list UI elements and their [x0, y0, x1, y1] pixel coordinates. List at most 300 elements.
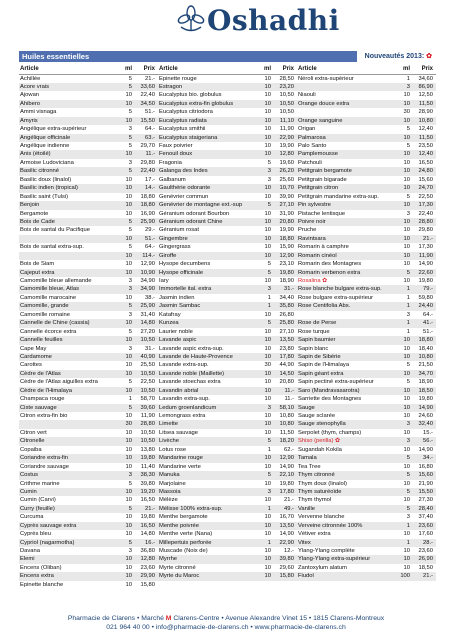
product-volume: 10	[264, 75, 271, 82]
product-price: 15,80	[140, 581, 155, 588]
product-row	[297, 235, 436, 243]
product-price: 18,90	[418, 379, 433, 386]
product-row	[297, 496, 436, 504]
product-volume: 5	[267, 438, 271, 445]
product-name: Cape May	[20, 345, 47, 352]
product-row	[19, 243, 158, 251]
product-row	[297, 269, 436, 277]
product-name: Coriandre extra-fin	[20, 455, 69, 462]
product-price: 28.-	[423, 539, 433, 546]
product-name: Thym citronné	[298, 472, 335, 479]
product-volume: 10	[125, 261, 132, 268]
product-row	[19, 353, 158, 361]
product-price: 10,90	[140, 269, 155, 276]
product-row	[297, 420, 436, 428]
product-row	[19, 513, 158, 521]
product-name: Lavandin extra-sup.	[159, 396, 210, 403]
product-name: Cèdre de l'Atlas aiguilles extra	[20, 379, 98, 386]
product-row	[297, 404, 436, 412]
product-volume: 10	[264, 379, 271, 386]
product-volume: 1	[267, 505, 271, 512]
product-volume: 3	[128, 472, 132, 479]
product-row	[297, 387, 436, 395]
price-column-1	[19, 65, 158, 589]
product-volume: 10	[264, 252, 271, 259]
product-volume: 10	[403, 413, 410, 419]
product-row	[297, 395, 436, 403]
product-price: 17,60	[418, 531, 433, 538]
product-row	[19, 117, 158, 125]
product-row	[158, 370, 297, 378]
product-row	[297, 243, 436, 251]
product-name: Hysope officinale	[159, 269, 204, 276]
product-volume: 10	[264, 463, 271, 470]
product-volume: 5	[128, 303, 132, 310]
product-name: Immortelle ital. extra	[159, 286, 212, 293]
product-volume: 10	[264, 387, 271, 394]
product-row	[297, 150, 436, 158]
product-name: Gingergrass	[159, 244, 191, 251]
product-name: Lavande noble (Maillette)	[159, 370, 225, 377]
product-volume: 10	[403, 185, 410, 192]
product-price: 58,10	[279, 404, 294, 411]
product-row	[158, 420, 297, 428]
product-row	[19, 193, 158, 201]
product-price: 29,80	[418, 227, 433, 234]
product-row	[19, 260, 158, 268]
product-price: 17,30	[418, 202, 433, 209]
product-volume: 3	[128, 278, 132, 284]
product-price: 26,80	[279, 311, 294, 318]
product-volume: 10	[264, 531, 271, 538]
product-price: 21.-	[423, 573, 433, 580]
product-row	[297, 454, 436, 462]
product-row	[158, 530, 297, 538]
product-row	[158, 463, 297, 471]
product-volume: 10	[125, 362, 132, 369]
product-name: Sugandah Kokila	[298, 446, 342, 453]
product-price: 16,50	[140, 522, 155, 529]
product-price: 17,80	[279, 353, 294, 360]
product-volume: 3	[267, 286, 271, 293]
product-price: 25,90	[140, 218, 155, 225]
product-volume: 10	[264, 311, 271, 318]
product-price: 14,80	[140, 531, 155, 538]
product-row	[19, 108, 158, 116]
product-name: Lavande extra-sup.	[159, 362, 209, 369]
product-price: 32,40	[418, 421, 433, 428]
product-row	[158, 328, 297, 336]
product-name: Eucalyptus citriodora	[159, 109, 213, 116]
product-row	[158, 496, 297, 504]
product-price: 51.-	[423, 328, 433, 335]
product-name: Amyris	[20, 117, 38, 124]
product-row	[19, 547, 158, 555]
product-price: 34,70	[418, 370, 433, 377]
product-price: 12,40	[418, 151, 433, 158]
product-name: Litsea sauvage	[159, 429, 198, 436]
product-name: Iary	[159, 278, 169, 284]
product-row	[158, 210, 297, 218]
product-volume: 10	[264, 117, 271, 124]
product-row	[19, 522, 158, 530]
product-name: Cannelle de Chine (cassia)	[20, 320, 90, 327]
product-row	[19, 134, 158, 142]
product-name: Sarriette des Montagnes	[298, 396, 362, 403]
product-price: 59,80	[418, 294, 433, 301]
product-volume: 5	[128, 227, 132, 234]
product-volume: 10	[264, 396, 271, 403]
product-name: Petitgrain bergamote	[298, 168, 352, 175]
product-name: Ylang-Ylang complète	[298, 548, 355, 554]
product-name: Galanga des Indes	[159, 168, 208, 175]
product-volume: 10	[403, 100, 410, 107]
product-price: 31.-	[284, 286, 294, 293]
product-price: 21.-	[145, 505, 155, 512]
product-row	[19, 294, 158, 302]
product-volume: 10	[264, 278, 271, 284]
product-price: 25,80	[279, 320, 294, 327]
product-volume: 10	[264, 480, 271, 487]
product-row	[19, 572, 158, 580]
product-name: Sapin de l'Himalaya	[298, 362, 350, 369]
product-row	[297, 277, 436, 285]
product-price: 63.-	[145, 134, 155, 141]
product-volume: 5	[406, 472, 410, 479]
product-row	[19, 277, 158, 285]
product-volume: 5	[406, 269, 410, 276]
product-volume: 1	[406, 303, 410, 310]
product-price: 14,90	[279, 463, 294, 470]
product-name: Lavande aspic extra-sup.	[159, 345, 224, 352]
product-name: Faux poivrier	[159, 143, 193, 149]
product-name: Genévrier commun	[159, 193, 209, 200]
product-price: 27,10	[279, 202, 294, 209]
product-name: Cyprès sauvage extra	[20, 522, 77, 529]
product-volume: 10	[125, 387, 132, 394]
product-volume: 10	[403, 404, 410, 411]
product-volume: 10	[125, 294, 132, 301]
product-name: Eucalyptus smithii	[159, 126, 206, 133]
product-name: Pin sylvestre	[298, 202, 331, 209]
product-price: 19,20	[140, 488, 155, 495]
product-price: 29,60	[279, 564, 294, 571]
new-items-legend	[357, 51, 436, 62]
product-name: Marjolaine	[159, 480, 186, 487]
product-price: 12,90	[279, 455, 294, 462]
product-row	[19, 480, 158, 488]
product-row	[297, 184, 436, 192]
product-name: Tamala	[298, 455, 317, 462]
product-name: Ylang-Ylang extra-supérieur	[298, 556, 371, 563]
product-row	[19, 328, 158, 336]
product-price: 21,90	[418, 480, 433, 487]
product-price: 38,30	[140, 472, 155, 479]
product-price: 27,10	[279, 328, 294, 335]
product-price: 25,90	[140, 303, 155, 310]
product-name: Basilic indien (tropical)	[20, 185, 78, 192]
product-row	[297, 539, 436, 547]
product-row	[297, 193, 436, 201]
product-name: Eucalyptus bio. globulus	[159, 92, 222, 99]
product-price: 18,80	[279, 235, 294, 242]
section-title: Huiles essentielles	[22, 52, 90, 61]
product-name: Lemongrass extra	[159, 413, 206, 419]
product-row	[19, 387, 158, 395]
product-price: 64.-	[145, 126, 155, 133]
product-name: Angélique indienne	[20, 143, 70, 149]
product-name: Ledum groenlandicum	[159, 404, 217, 411]
product-volume: 10	[125, 210, 132, 217]
product-name: Angélique officinale	[20, 134, 71, 141]
product-price: 23,20	[279, 83, 294, 90]
product-price: 44,90	[279, 362, 294, 369]
product-name: Rose bulgare extra-supérieur	[298, 294, 374, 301]
product-name: Bois de santal du Pacifique	[20, 227, 90, 234]
product-row	[297, 125, 436, 133]
product-name: Pruche	[298, 227, 317, 234]
product-price: 86,90	[418, 83, 433, 90]
product-volume: 3	[406, 83, 410, 90]
product-volume: 10	[264, 337, 271, 344]
product-price: 17,80	[279, 488, 294, 495]
product-price: 21.-	[423, 235, 433, 242]
product-row	[19, 581, 158, 589]
product-volume: 10	[264, 109, 271, 116]
product-name: Limette	[159, 421, 179, 428]
product-name: Cannelle écorce extra	[20, 328, 77, 335]
product-name: Patchouli	[298, 159, 322, 166]
product-price: 34,90	[140, 278, 155, 284]
product-volume: 10	[264, 345, 271, 352]
product-name: Anis (étoilé)	[20, 151, 51, 158]
product-row	[158, 100, 297, 108]
product-name: Camomille marocaine	[20, 294, 77, 301]
product-row	[158, 345, 297, 353]
product-name: Elemi	[20, 556, 35, 563]
product-volume: 10	[264, 353, 271, 360]
product-price: 20,80	[279, 218, 294, 225]
product-name: Camomille romaine	[20, 311, 70, 318]
product-row	[297, 260, 436, 268]
product-row	[297, 159, 436, 167]
product-name: Camomille bleue allemande	[20, 278, 92, 284]
product-volume: 10	[403, 235, 410, 242]
product-name: Costus	[20, 472, 39, 479]
product-price: 13,80	[140, 446, 155, 453]
product-name: Ajowan	[20, 92, 40, 99]
product-row	[158, 522, 297, 530]
product-volume: 3	[267, 176, 271, 183]
product-price: 21.-	[284, 497, 294, 504]
product-volume: 10	[403, 480, 410, 487]
product-volume: 10	[264, 370, 271, 377]
product-row	[297, 547, 436, 555]
product-price: 18,50	[418, 387, 433, 394]
product-price: 11.-	[284, 396, 294, 403]
product-volume: 5	[267, 202, 271, 209]
product-name: Mélèze	[159, 497, 178, 504]
product-price: 16,50	[140, 497, 155, 504]
product-row	[297, 446, 436, 454]
product-volume: 10	[125, 413, 132, 419]
product-name: Fiudol	[298, 573, 314, 580]
product-volume: 3	[128, 126, 132, 133]
product-volume: 10	[125, 92, 132, 99]
product-volume: 3	[128, 548, 132, 554]
product-price: 22,60	[418, 269, 433, 276]
product-volume: 10	[264, 455, 271, 462]
product-price: 24,80	[418, 168, 433, 175]
product-volume: 5	[406, 505, 410, 512]
product-name: Ammi visnaga	[20, 109, 57, 116]
product-volume: 10	[403, 252, 410, 259]
product-row	[19, 319, 158, 327]
product-name: Petitgrain citron	[298, 185, 339, 192]
product-name: Tea Tree	[298, 463, 321, 470]
product-price: 33,60	[140, 83, 155, 90]
product-price: 15,60	[418, 176, 433, 183]
product-row	[19, 235, 158, 243]
product-price: 51.-	[145, 109, 155, 116]
product-price: 10,50	[279, 109, 294, 116]
product-price: 21,50	[418, 362, 433, 369]
product-row	[19, 226, 158, 234]
product-volume: 5	[406, 362, 410, 369]
header-ml: ml	[263, 66, 271, 72]
product-name: Sapin baumier	[298, 337, 336, 344]
price-column-3	[297, 65, 436, 581]
product-volume: 10	[403, 168, 410, 175]
product-volume: 5	[128, 328, 132, 335]
product-row	[158, 480, 297, 488]
product-volume: 10	[125, 176, 132, 183]
product-row	[297, 201, 436, 209]
product-row	[297, 91, 436, 99]
product-price: 18,80	[140, 202, 155, 209]
product-name: Ahibero	[20, 100, 40, 107]
product-name: Menthe poivrée	[159, 522, 199, 529]
product-row	[297, 210, 436, 218]
product-name: Romarin à camphre	[298, 244, 349, 251]
product-row	[297, 134, 436, 142]
product-row	[19, 176, 158, 184]
product-volume: 10	[125, 556, 132, 563]
product-volume: 5	[406, 488, 410, 495]
product-name: Genévrier de montagne ext.-sup	[159, 202, 243, 209]
footer-address-text: Clarens-Centre • Avenue Alexandre Vinet 15 • 1815 Clarens-Montreux	[173, 615, 385, 622]
product-row	[19, 210, 158, 218]
product-name: Cèdre de l'Himalaya	[20, 387, 73, 394]
product-row	[158, 361, 297, 369]
product-name: Pistache lentisque	[298, 210, 346, 217]
product-name: Jasmin Sambac	[159, 303, 201, 310]
product-price: 28,90	[418, 109, 433, 116]
header-prix: Prix	[282, 66, 294, 72]
product-name: Myrte citronné	[159, 564, 196, 571]
product-volume: 10	[125, 370, 132, 377]
product-row	[297, 564, 436, 572]
product-volume: 10	[403, 176, 410, 183]
product-row	[158, 117, 297, 125]
product-price: 10,80	[279, 413, 294, 419]
product-row	[297, 522, 436, 530]
product-price: 28,50	[279, 75, 294, 82]
product-price: 10,50	[279, 92, 294, 99]
product-name: Crithme marine	[20, 480, 60, 487]
product-price: 34,50	[140, 100, 155, 107]
product-volume: 10	[264, 514, 271, 521]
product-volume: 10	[264, 429, 271, 436]
product-volume: 10	[264, 548, 271, 554]
product-volume: 10	[264, 185, 271, 192]
new-item-flower-icon: ✿	[426, 53, 432, 60]
product-row	[297, 429, 436, 437]
product-price: 31,90	[279, 210, 294, 217]
product-volume: 10	[264, 573, 271, 580]
product-row	[297, 100, 436, 108]
product-price: 39,80	[279, 556, 294, 563]
product-volume: 10	[125, 117, 132, 124]
product-row	[297, 463, 436, 471]
product-volume: 10	[125, 320, 132, 327]
product-row	[158, 142, 297, 150]
product-row	[158, 184, 297, 192]
product-row	[19, 361, 158, 369]
product-volume: 5	[406, 193, 410, 200]
product-name: Rose turque	[298, 328, 330, 335]
product-volume: 10	[125, 573, 132, 580]
product-name: Orange sanguine	[298, 117, 343, 124]
product-row	[158, 505, 297, 513]
product-volume: 10	[264, 210, 271, 217]
product-volume: 10	[403, 278, 410, 284]
product-volume: 10	[125, 193, 132, 200]
product-name: Cèdre de l'Atlas	[20, 370, 61, 377]
product-row	[297, 83, 436, 91]
product-row	[19, 429, 158, 437]
header-article: Article	[298, 66, 317, 72]
product-price: 12,50	[418, 92, 433, 99]
product-row	[297, 302, 436, 310]
product-price: 22,40	[418, 210, 433, 217]
product-row	[158, 226, 297, 234]
product-name: Rosalina ✿	[298, 278, 328, 284]
product-price: 10,80	[418, 117, 433, 124]
product-row	[297, 336, 436, 344]
product-volume: 10	[125, 531, 132, 538]
product-volume: 10	[125, 235, 132, 242]
product-name: Sapin de Sibérie	[298, 353, 341, 360]
product-volume: 100	[400, 573, 410, 580]
product-volume: 1	[406, 75, 410, 82]
product-name: Champaca rouge	[20, 396, 65, 403]
product-price: 14,90	[279, 531, 294, 538]
product-name: Thym saturéoïde	[298, 488, 342, 495]
product-row	[19, 496, 158, 504]
product-price: 25,60	[279, 176, 294, 183]
section-banner	[19, 51, 436, 62]
product-price: 23,50	[418, 143, 433, 149]
product-name: Kunzea	[159, 320, 179, 327]
brand-name: Oshadhi	[207, 4, 340, 37]
product-volume: 5	[267, 261, 271, 268]
product-row	[158, 218, 297, 226]
product-price: 28,40	[418, 505, 433, 512]
product-row	[158, 75, 297, 83]
product-price: 41.-	[423, 320, 433, 327]
product-price: 11,40	[140, 463, 155, 470]
